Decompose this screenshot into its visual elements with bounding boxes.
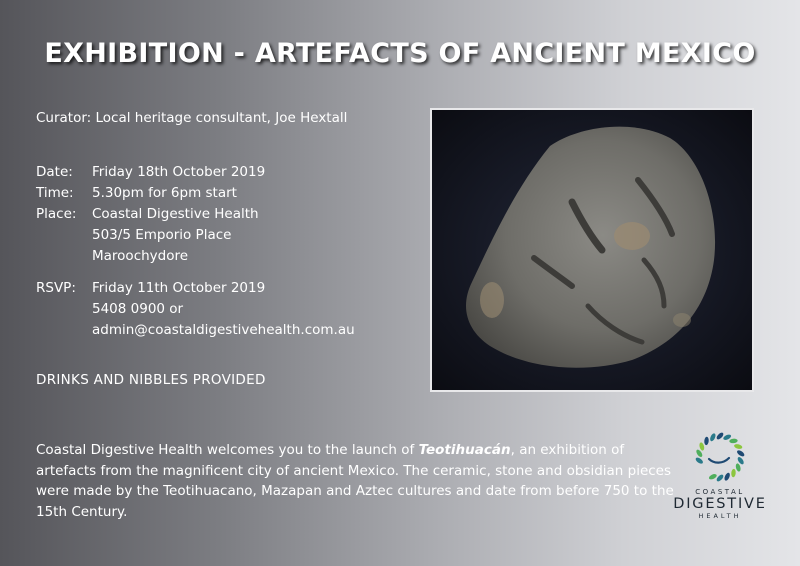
logo-leaf: [731, 469, 736, 478]
logo-leaf: [734, 443, 743, 449]
logo-leaf: [704, 437, 709, 446]
place-row: [36, 204, 355, 267]
logo-health-text: HEALTH: [698, 512, 742, 520]
place-value: [92, 204, 259, 267]
exhibition-title: EXHIBITION - ARTEFACTS OF ANCIENT MEXICO: [44, 38, 756, 69]
place-label: Place:: [36, 206, 77, 222]
event-details: [36, 162, 355, 341]
time-value: 5.30pm for 6pm start: [92, 185, 237, 201]
time-row: [36, 183, 355, 204]
logo-leaf: [708, 473, 717, 481]
logo-leaf: [736, 449, 745, 457]
logo-ring-icon: [687, 428, 753, 486]
logo-leaf: [735, 463, 741, 472]
rsvp-label: RSVP:: [36, 280, 76, 296]
date-value: Friday 18th October 2019: [92, 164, 266, 180]
rsvp-phone: 5408 0900 or: [92, 301, 184, 317]
coastal-digestive-health-logo: [664, 428, 776, 520]
date-row: [36, 162, 355, 183]
place-line: 503/5 Emporio Place: [92, 227, 232, 243]
date-label: Date:: [36, 164, 73, 180]
exhibition-description: [36, 440, 676, 522]
drinks-notice: DRINKS AND NIBBLES PROVIDED: [36, 372, 266, 388]
description-body: , an exhibition of artefacts from the magnificent city of ancient Mexico. The ceramic, stone and obsidian pieces were made by the Teotihuacano, Mazapan and Aztec cultures and date from before 750 to the 15th Century.: [36, 442, 674, 520]
rsvp-email: admin@coastaldigestivehealth.com.au: [92, 322, 355, 338]
logo-leaf: [699, 442, 705, 451]
logo-leaf: [695, 456, 704, 464]
description-intro: Coastal Digestive Health welcomes you to the launch of: [36, 442, 419, 458]
logo-leaf: [715, 431, 724, 440]
rsvp-row: [36, 278, 355, 341]
logo-digestive-text: DIGESTIVE: [673, 496, 767, 512]
logo-leaf: [723, 472, 731, 481]
logo-leaf: [709, 433, 717, 442]
description-emphasis: Teotihuacán: [418, 442, 511, 458]
rsvp-value: [92, 278, 355, 341]
rsvp-date: Friday 11th October 2019: [92, 280, 266, 296]
logo-inner-curve: [709, 458, 729, 463]
logo-coastal-text: COASTAL: [695, 488, 745, 496]
time-label: Time:: [36, 185, 74, 201]
artefact-photo: [430, 108, 754, 392]
stone-head-image: [432, 110, 752, 390]
curator-line: Curator: Local heritage consultant, Joe Hextall: [36, 110, 348, 126]
place-line: Coastal Digestive Health: [92, 206, 259, 222]
place-line: Maroochydore: [92, 248, 189, 264]
logo-leaf: [729, 438, 738, 443]
logo-leaf: [715, 473, 724, 482]
